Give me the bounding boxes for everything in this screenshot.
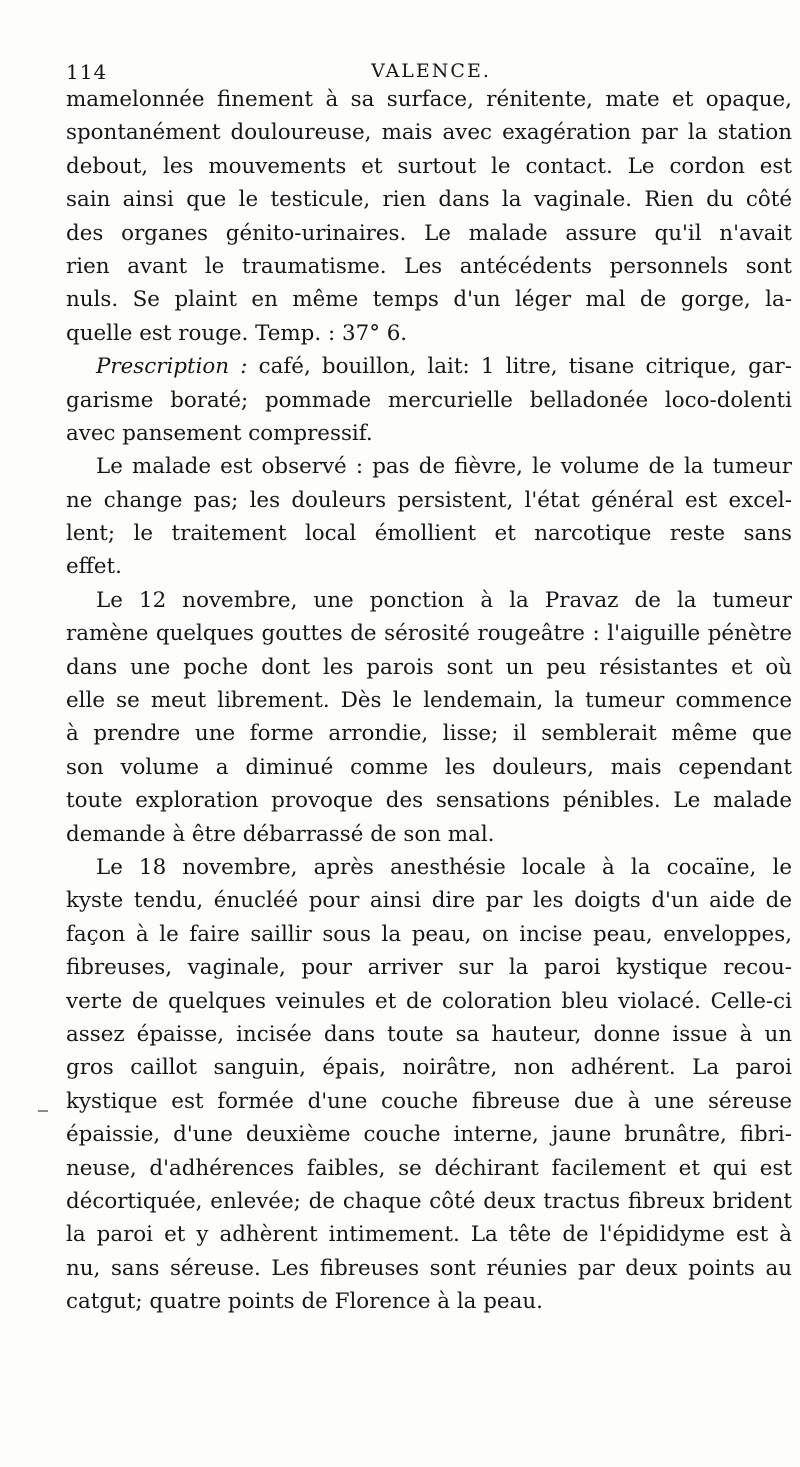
text-line: kystique est formée d'une couche fibreuse due à une séreuse — [66, 1088, 792, 1114]
text-line: sain ainsi que le testicule, rien dans la vaginale. Rien du côté — [66, 187, 792, 213]
text-line: Le 12 novembre, une ponction à la Pravaz de la tumeur — [96, 587, 792, 613]
body-text — [66, 83, 792, 1318]
text-line: ne change pas; les douleurs persistent, l'état général est excel- — [66, 487, 792, 513]
text-line: ramène quelques gouttes de sérosité rougeâtre : l'aiguille pénètre — [66, 621, 792, 647]
prescription-label: Prescription : — [96, 354, 248, 380]
text-line: elle se meut librement. Dès le lendemain, la tumeur commence — [66, 688, 792, 714]
text-line: assez épaisse, incisée dans toute sa hauteur, donne issue à un — [66, 1021, 792, 1047]
prescription-text: café, bouillon, lait: 1 litre, tisane citrique, gar- — [258, 354, 792, 380]
text-line: rien avant le traumatisme. Les antécédents personnels sont — [66, 253, 792, 279]
text-line: dans une poche dont les parois sont un peu résistantes et où — [66, 654, 792, 680]
text-line: gros caillot sanguin, épais, noirâtre, non adhérent. La paroi — [66, 1055, 792, 1081]
text-line: spontanément douloureuse, mais avec exagération par la station — [66, 120, 792, 146]
text-line: effet. — [66, 554, 122, 580]
margin-mark — [38, 1110, 48, 1112]
text-line: épaissie, d'une deuxième couche interne, jaune brunâtre, fibri- — [66, 1122, 792, 1148]
running-head: VALENCE. — [371, 60, 491, 82]
prescription-line — [66, 350, 792, 383]
text-line: mamelonnée finement à sa surface, rénitente, mate et opaque, — [66, 87, 792, 112]
text-line: à prendre une forme arrondie, lisse; il semblerait même que — [66, 721, 792, 747]
text-line: des organes génito-urinaires. Le malade assure qu'il n'avait — [66, 220, 792, 246]
text-line: décortiquée, enlevée; de chaque côté deux tractus fibreux brident — [66, 1188, 792, 1214]
text-line: Le malade est observé : pas de fièvre, le volume de la tumeur — [96, 454, 792, 480]
text-line: garisme boraté; pommade mercurielle belladonée loco-dolenti — [66, 387, 792, 413]
text-line: demande à être débarrassé de son mal. — [66, 821, 495, 847]
text-line: la paroi et y adhèrent intimement. La tête de l'épididyme est à — [66, 1222, 792, 1248]
text-line: façon à le faire saillir sous la peau, on incise peau, enveloppes, — [66, 921, 792, 947]
text-line: toute exploration provoque des sensations pénibles. Le malade — [66, 788, 792, 814]
text-line: Le 18 novembre, après anesthésie locale à la cocaïne, le — [96, 854, 792, 880]
text-line: neuse, d'adhérences faibles, se déchirant facilement et qui est — [66, 1155, 792, 1181]
text-line: fibreuses, vaginale, pour arriver sur la paroi kystique recou- — [66, 955, 792, 981]
page-number: 114 — [66, 60, 108, 84]
text-line: kyste tendu, énucléé pour ainsi dire par les doigts d'un aide de — [66, 888, 792, 914]
text-line: quelle est rouge. Temp. : 37° 6. — [66, 320, 408, 346]
text-line: debout, les mouvements et surtout le contact. Le cordon est — [66, 153, 792, 179]
text-line: son volume a diminué comme les douleurs, mais cependant — [66, 754, 792, 780]
text-line: avec pansement compressif. — [66, 420, 373, 446]
text-line: lent; le traitement local émollient et narcotique reste sans — [66, 521, 792, 547]
text-line: nuls. Se plaint en même temps d'un léger mal de gorge, la- — [66, 287, 792, 313]
text-line: nu, sans séreuse. Les fibreuses sont réunies par deux points au — [66, 1255, 792, 1281]
text-line: verte de quelques veinules et de coloration bleu violacé. Celle-ci — [66, 988, 792, 1014]
text-line: catgut; quatre points de Florence à la peau. — [66, 1289, 543, 1315]
